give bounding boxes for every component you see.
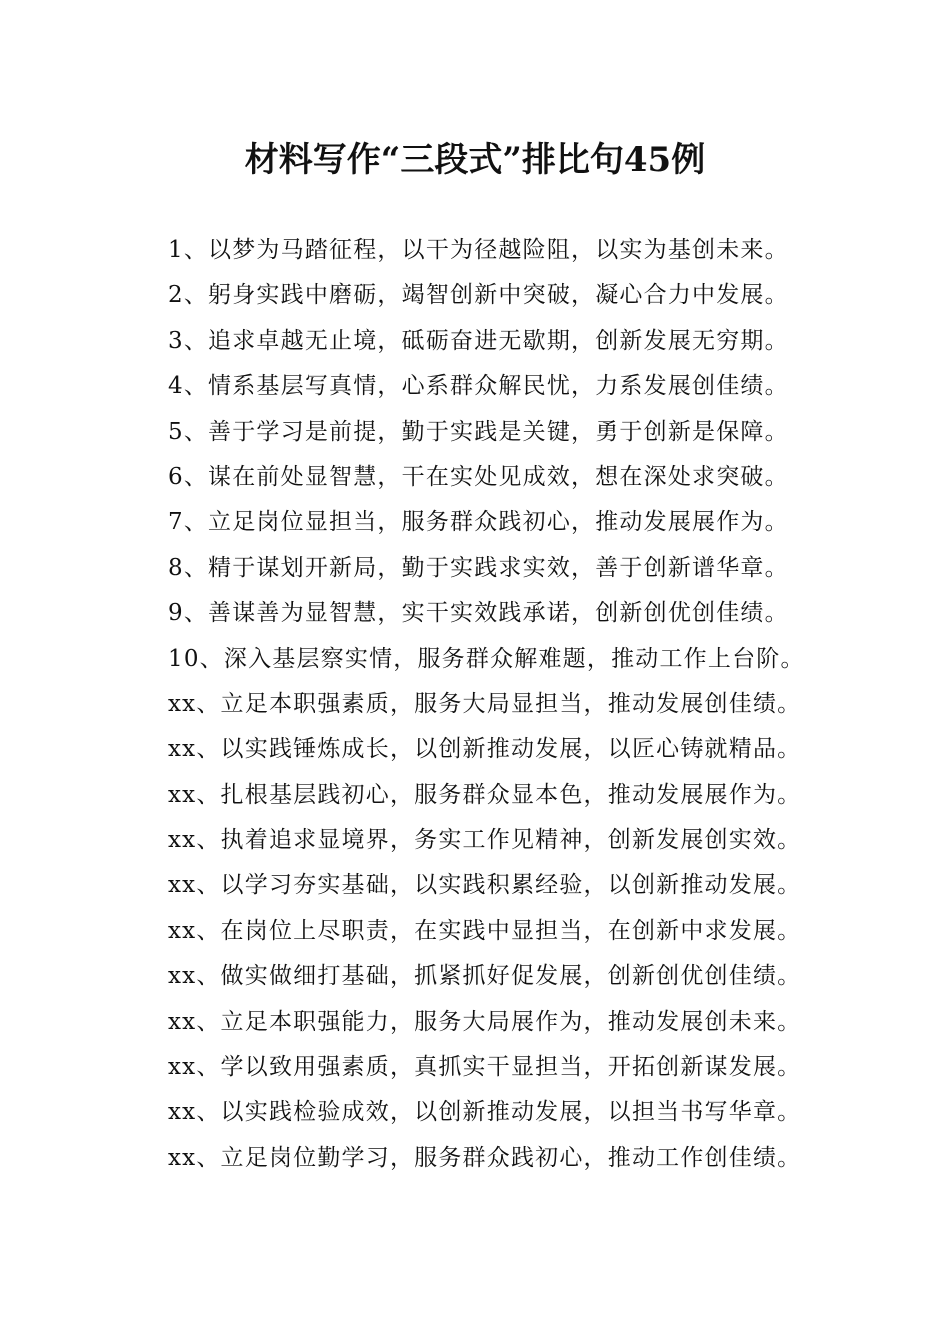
list-item: 1、以梦为马踏征程，以干为径越险阻，以实为基创未来。 xyxy=(168,237,789,263)
list-item: xx、以学习夯实基础，以实践积累经验，以创新推动发展。 xyxy=(168,872,802,899)
list-item: 3、追求卓越无止境，砥砺奋进无歇期，创新发展无穷期。 xyxy=(168,327,789,354)
list-item: 2、躬身实践中磨砺，竭智创新中突破，凝心合力中发展。 xyxy=(168,282,789,309)
list-item: 6、谋在前处显智慧，干在实处见成效，想在深处求突破。 xyxy=(168,463,789,490)
list-item: xx、执着追求显境界，务实工作见精神，创新发展创实效。 xyxy=(168,827,802,854)
parallel-sentence-list xyxy=(168,228,868,1181)
list-item: xx、在岗位上尽职责，在实践中显担当，在创新中求发展。 xyxy=(168,917,802,944)
list-item: xx、以实践检验成效，以创新推动发展，以担当书写华章。 xyxy=(168,1099,802,1126)
list-item: 9、善谋善为显智慧，实干实效践承诺，创新创优创佳绩。 xyxy=(168,600,789,627)
list-item: xx、做实做细打基础，抓紧抓好促发展，创新创优创佳绩。 xyxy=(168,963,802,990)
list-item: xx、扎根基层践初心，服务群众显本色，推动发展展作为。 xyxy=(168,781,802,808)
document-title: 材料写作“三段式”排比句45例 xyxy=(244,140,706,180)
list-item: 10、深入基层察实情，服务群众解难题，推动工作上台阶。 xyxy=(168,645,805,672)
list-item: 8、精于谋划开新局，勤于实践求实效，善于创新谱华章。 xyxy=(168,554,789,581)
list-item: xx、立足本职强能力，服务大局展作为，推动发展创未来。 xyxy=(168,1008,802,1035)
list-item: xx、立足本职强素质，服务大局显担当，推动发展创佳绩。 xyxy=(168,690,802,717)
list-item: xx、学以致用强素质，真抓实干显担当，开拓创新谋发展。 xyxy=(168,1054,802,1081)
list-item: 4、情系基层写真情，心系群众解民忧，力系发展创佳绩。 xyxy=(168,373,789,400)
list-item: xx、立足岗位勤学习，服务群众践初心，推动工作创佳绩。 xyxy=(168,1144,802,1171)
list-item: 7、立足岗位显担当，服务群众践初心，推动发展展作为。 xyxy=(168,509,789,536)
list-item: xx、以实践锤炼成长，以创新推动发展，以匠心铸就精品。 xyxy=(168,736,802,763)
list-item: 5、善于学习是前提，勤于实践是关键，勇于创新是保障。 xyxy=(168,418,789,445)
